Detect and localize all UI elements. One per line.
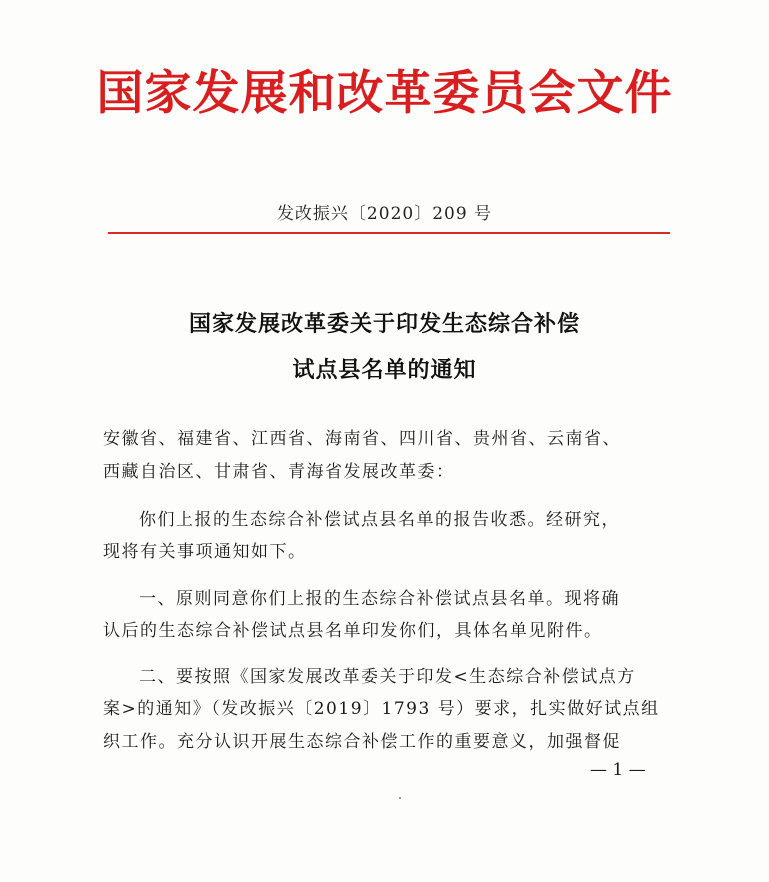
red-divider-rule (108, 232, 670, 234)
issuing-authority-header: 国家发展和改革委员会文件 (96, 66, 673, 121)
body-line-addressees-1: 安徽省、福建省、江西省、海南省、四川省、贵州省、云南省、 (103, 429, 621, 449)
document-number: 发改振兴〔2020〕209 号 (276, 204, 493, 224)
body-line-paragraph-1a: 你们上报的生态综合补偿试点县名单的报告收悉。经研究， (139, 510, 620, 530)
body-line-paragraph-3b: 案>的通知》（发改振兴〔2019〕1793 号）要求，扎实做好试点组 (103, 699, 660, 719)
notice-title-line-1: 国家发展改革委关于印发生态综合补偿 (188, 312, 580, 337)
notice-title-line-2: 试点县名单的通知 (292, 358, 477, 383)
body-line-paragraph-1b: 现将有关事项通知如下。 (103, 542, 307, 562)
body-line-addressees-2: 西藏自治区、甘肃省、青海省发展改革委： (103, 462, 455, 482)
body-line-paragraph-2a: 一、原则同意你们上报的生态综合补偿试点县名单。现将确 (139, 589, 620, 609)
scan-speck (399, 797, 401, 799)
body-line-paragraph-2b: 认后的生态综合补偿试点县名单印发你们，具体名单见附件。 (103, 621, 603, 641)
page-number: — 1 — (590, 760, 646, 780)
body-line-paragraph-3c: 织工作。充分认识开展生态综合补偿工作的重要意义，加强督促 (103, 732, 621, 752)
body-line-paragraph-3a: 二、要按照《国家发展改革委关于印发<生态综合补偿试点方 (139, 667, 636, 687)
